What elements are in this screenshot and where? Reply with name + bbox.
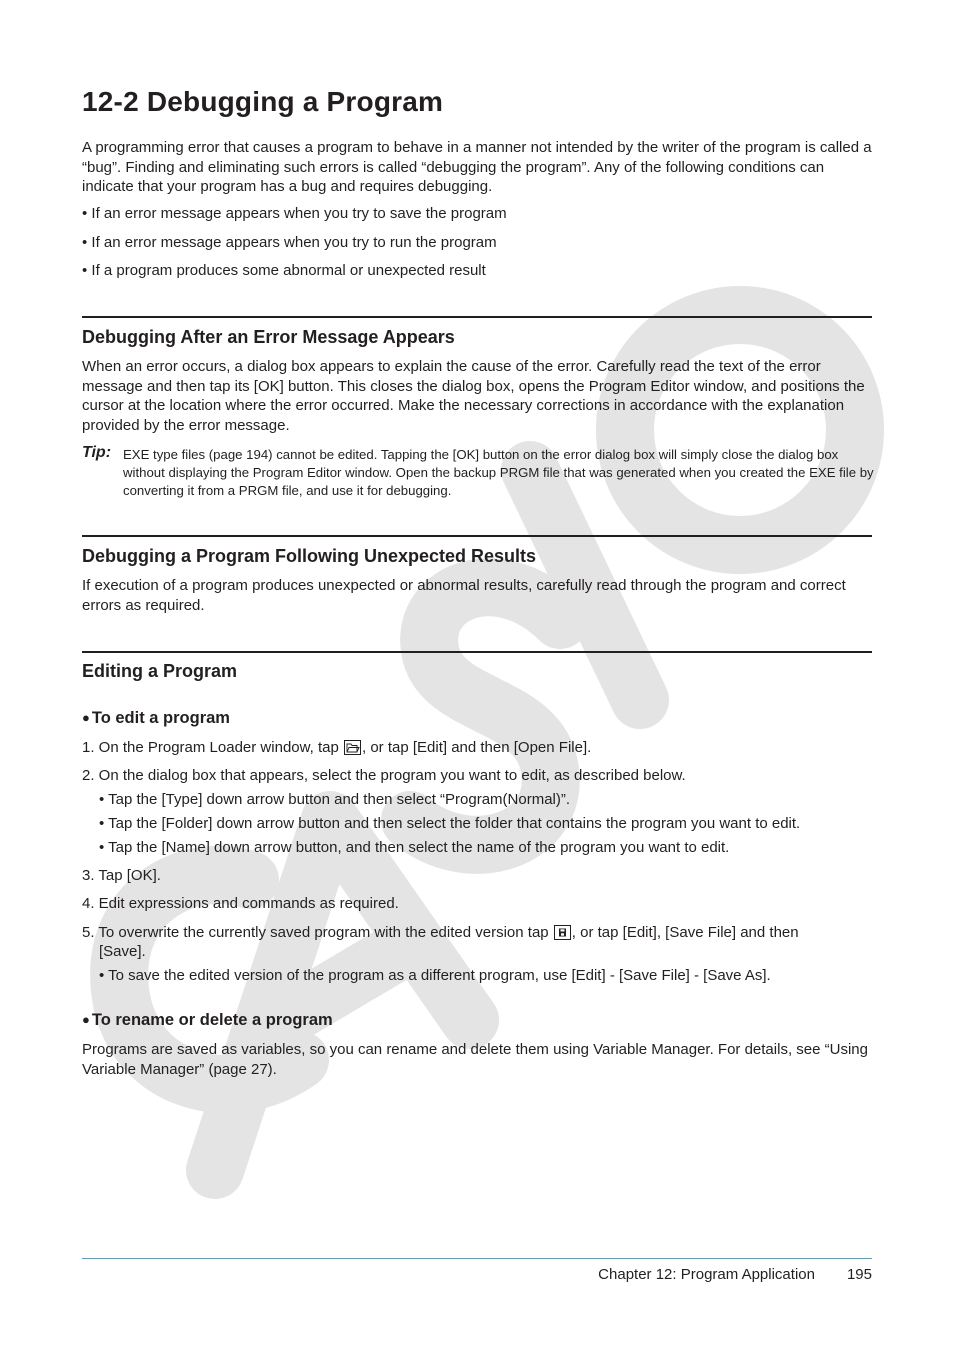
step-2: 2. On the dialog box that appears, select the program you want to edit, as described below. [82, 767, 686, 784]
page-number: 195 [846, 1266, 872, 1283]
section-divider [82, 651, 872, 653]
bullet-icon: ● [82, 1012, 90, 1027]
footer-chapter: Chapter 12: Program Application [598, 1266, 815, 1283]
condition-item: • If an error message appears when you try to save the program [82, 205, 507, 222]
section-heading-error-message: Debugging After an Error Message Appears [82, 327, 455, 347]
rename-delete-body: Programs are saved as variables, so you can rename and delete them using Variable Manager. For details, see “Using Variable Manager” (page 27). [82, 1041, 868, 1078]
page-title: 12-2 Debugging a Program [82, 86, 444, 117]
section-heading-unexpected-results: Debugging a Program Following Unexpected Results [82, 546, 537, 566]
step-2-item: • Tap the [Folder] down arrow button and then select the folder that contains the program you want to edit. [99, 815, 801, 832]
bullet-icon: ● [82, 710, 90, 725]
subheading-rename-delete: ● To rename or delete a program [82, 1011, 333, 1029]
tip-text: EXE type files (page 194) cannot be edited. Tapping the [OK] button on the error dialog box will simply close the dialog box without displaying the Program Editor window. Open the backup PRGM file that was generated when you created the EXE file by converting it from a PRGM file, and use it for debugging. [123, 447, 874, 498]
save-icon[interactable] [554, 925, 571, 940]
step-5: 5. To overwrite the currently saved program with the edited version tap , or tap [Edit], [Save File] and then [82, 924, 799, 941]
step-5-continued: [Save]. [99, 943, 146, 960]
section-heading-editing: Editing a Program [82, 661, 238, 681]
step-2-item: • Tap the [Name] down arrow button, and then select the name of the program you want to edit. [99, 839, 730, 856]
page-footer [598, 1266, 872, 1283]
footer-divider [82, 1258, 872, 1259]
step-1: 1. On the Program Loader window, tap , or tap [Edit] and then [Open File]. [82, 739, 592, 756]
intro-paragraph: A programming error that causes a program to behave in a manner not intended by the writer of the program is called a “bug”. Finding and eliminating such errors is called “debugging the program”. Any of the following conditions can indicate that your program has a bug and requires debugging. [82, 139, 872, 195]
step-5-item: • To save the edited version of the program as a different program, use [Edit] - [Save File] - [Save As]. [99, 967, 771, 984]
section-divider [82, 535, 872, 537]
section2-body: If execution of a program produces unexpected or abnormal results, carefully read through the program and correct errors as required. [82, 577, 846, 614]
tip-label: Tip: [82, 444, 112, 461]
step-4: 4. Edit expressions and commands as required. [82, 895, 399, 912]
subheading-edit-program: ● To edit a program [82, 709, 230, 727]
step-2-item: • Tap the [Type] down arrow button and then select “Program(Normal)”. [99, 791, 571, 808]
condition-item: • If a program produces some abnormal or unexpected result [82, 262, 486, 279]
section1-body: When an error occurs, a dialog box appears to explain the cause of the error. Carefully read the text of the error message and then tap its [OK] button. This closes the dialog box, opens the Program Editor window, and positions the cursor at the location where the error occurred. Make the necessary corrections in accordance with the explanation provided by the error message. [82, 358, 865, 434]
condition-item: • If an error message appears when you try to run the program [82, 234, 497, 251]
open-folder-icon[interactable] [344, 740, 361, 755]
step-3: 3. Tap [OK]. [82, 867, 161, 884]
section-divider [82, 316, 872, 318]
